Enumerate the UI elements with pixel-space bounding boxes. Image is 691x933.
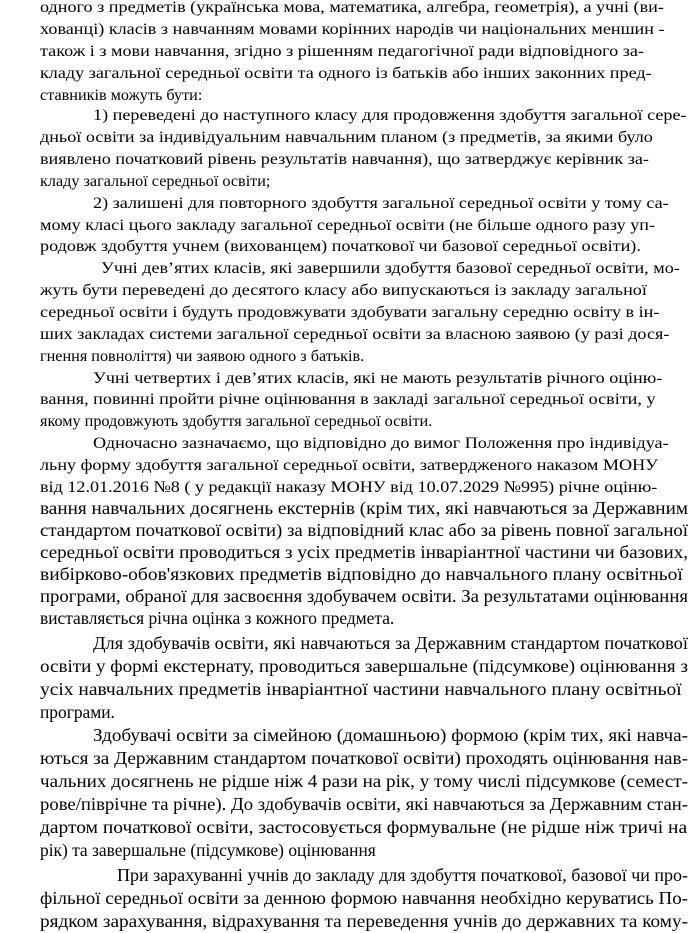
text-line xyxy=(0,258,691,280)
text-line xyxy=(0,368,691,390)
text-line-content: мому класі цього закладу загальної середньої освіти (не більше одного разу уп- xyxy=(40,216,656,234)
text-line xyxy=(0,725,691,747)
text-line-content: одного з предметів (українська мова, математика, алгебра, геометрія), а учні (ви- xyxy=(40,0,664,16)
text-line xyxy=(0,433,691,455)
text-line-content: Одночасно зазначаємо, що відповідно до вимог Положення про індивідуа- xyxy=(93,434,669,452)
text-line xyxy=(0,794,691,816)
text-line-content: якому продовжують здобуття загальної середньої освіти. xyxy=(40,412,433,430)
text-line-content: виявлено початковий рівень результатів навчання), що затверджує керівник за- xyxy=(40,150,649,168)
text-line-content: рядком зарахування, відрахування та переведення учнів до державних та кому- xyxy=(40,911,689,931)
text-line-content: Учні четвертих і дев’ятих класів, які не мають результатів річного оціню- xyxy=(93,369,663,387)
text-line-content: усіх навчальних предметів інваріантної частини навчального плану освітньої xyxy=(40,679,682,699)
text-line-content: виставляється річна оцінка з кожного предмета. xyxy=(40,608,395,628)
text-line-content: вання навчальних досягнень екстернів (крім тих, які навчаються за Державним xyxy=(40,498,688,518)
text-line-content: дньої освіти за індивідуальним навчальним планом (з предметів, за якими було xyxy=(40,128,653,146)
text-line-content: середньої освіти проводиться з усіх предметів інваріантної частини чи базових, xyxy=(40,542,688,562)
text-line-content: 2) залишені для повторного здобуття загальної середньої освіти у тому са- xyxy=(93,194,669,212)
text-line-content: кладу загальної середньої освіти; xyxy=(40,172,271,190)
text-line xyxy=(0,564,691,586)
text-line xyxy=(0,411,691,433)
text-line xyxy=(0,302,691,324)
text-line-content: При зарахуванні учнів до закладу для здобуття початкової, базової чи про- xyxy=(117,865,689,885)
text-line xyxy=(0,149,691,171)
text-line-content: жуть бути переведені до десятого класу або випускаються із закладу загальної xyxy=(40,281,647,299)
text-line xyxy=(0,85,691,107)
text-line xyxy=(0,19,691,41)
text-line-content: Для здобувачів освіти, які навчаються за Державним стандартом початкової xyxy=(93,633,688,653)
text-line-content: від 12.01.2016 №8 ( у редакції наказу МОНУ від 10.07.2029 №995) річне оціню- xyxy=(40,478,658,496)
text-line-content: родовж здобуття учнем (вихованцем) початкової чи базової середньої освіти). xyxy=(40,237,641,255)
text-line xyxy=(0,748,691,770)
text-line-content: освіти у формі екстернату, проводиться завершальне (підсумкове) оцінювання з xyxy=(40,656,688,676)
text-line xyxy=(0,586,691,608)
text-line xyxy=(0,63,691,85)
text-line xyxy=(0,41,691,63)
text-line xyxy=(0,633,691,655)
text-line-content: середньої освіти і будуть продовжувати здобувати загальну середню освіту в ін- xyxy=(40,303,660,321)
text-line xyxy=(0,477,691,499)
text-line xyxy=(0,911,691,933)
text-line xyxy=(0,455,691,477)
text-line-content: Здобувачі освіти за сімейною (домашньою) формою (крім тих, які навча- xyxy=(93,725,689,745)
text-line-content: 1) переведені до наступного класу для продовження здобуття загальної сере- xyxy=(93,106,687,124)
text-line-content: рік) та завершальне (підсумкове) оцінювання xyxy=(40,840,376,860)
text-line-content: Учні дев’ятих класів, які завершили здобуття базової середньої освіти, мо- xyxy=(101,259,680,277)
text-line xyxy=(0,520,691,542)
text-line-content: вання, повинні пройти річне оцінювання в закладі загальної середньої освіти, у xyxy=(40,390,656,408)
text-line xyxy=(0,679,691,701)
text-line-content: програми. xyxy=(40,702,115,722)
text-line xyxy=(0,105,691,127)
text-line xyxy=(0,171,691,193)
text-line xyxy=(0,656,691,678)
text-line-content: програми, обраної для засвоєння здобувачем освіти. За результатами оцінювання xyxy=(40,586,688,606)
text-line-content: гнення повноліття) чи заявою одного з батьків. xyxy=(40,347,365,365)
text-line-content: дартом початкової освіти, застосовується формувальне (не рідше ніж тричі на xyxy=(40,817,688,837)
text-line xyxy=(0,389,691,411)
text-line xyxy=(0,865,691,887)
text-line-content: також і з мови навчання, згідно з рішенням педагогічної ради відповідного за- xyxy=(40,42,644,60)
text-line-content: чальних досягнень не рідше ніж 4 рази на рік, у тому числі підсумкове (семест- xyxy=(40,771,689,791)
text-line xyxy=(0,193,691,215)
text-line-content: ших закладах системи загальної середньої освіти за власною заявою (у разі дося- xyxy=(40,325,670,343)
text-line xyxy=(0,608,691,630)
text-line-content: вибірково-обов'язкових предметів відповідно до навчального плану освітньої xyxy=(40,564,683,584)
text-line xyxy=(0,236,691,258)
text-line xyxy=(0,280,691,302)
text-line-content: фільної середньої освіти за денною формою навчання необхідно керуватись По- xyxy=(40,888,689,908)
text-line-content: кладу загальної середньої освіти та одного із батьків або інших законних пред- xyxy=(40,64,652,82)
text-line xyxy=(0,771,691,793)
text-line-content: ються за Державним стандартом початкової освіти) проходять оцінювання нав- xyxy=(40,748,688,768)
text-line xyxy=(0,0,691,19)
text-line-content: стандартом початкової освіти) за відповідний клас або за рівень повної загальної xyxy=(40,520,688,540)
text-line xyxy=(0,215,691,237)
text-line xyxy=(0,702,691,724)
text-line xyxy=(0,888,691,910)
text-line xyxy=(0,840,691,862)
text-line xyxy=(0,127,691,149)
text-line xyxy=(0,817,691,839)
text-line xyxy=(0,346,691,368)
text-line xyxy=(0,324,691,346)
text-line-content: льну форму здобуття загальної середньої освіти, затвердженого наказом МОНУ xyxy=(40,456,659,474)
text-line xyxy=(0,498,691,520)
text-line-content: хованці) класів з навчанням мовами корінних народів чи національних меншин - xyxy=(40,20,665,38)
text-line-content: ставників можуть бути: xyxy=(40,86,203,104)
text-line-content: рове/піврічне та річне). До здобувачів освіти, які навчаються за Державним стан- xyxy=(40,794,688,814)
text-line xyxy=(0,542,691,564)
